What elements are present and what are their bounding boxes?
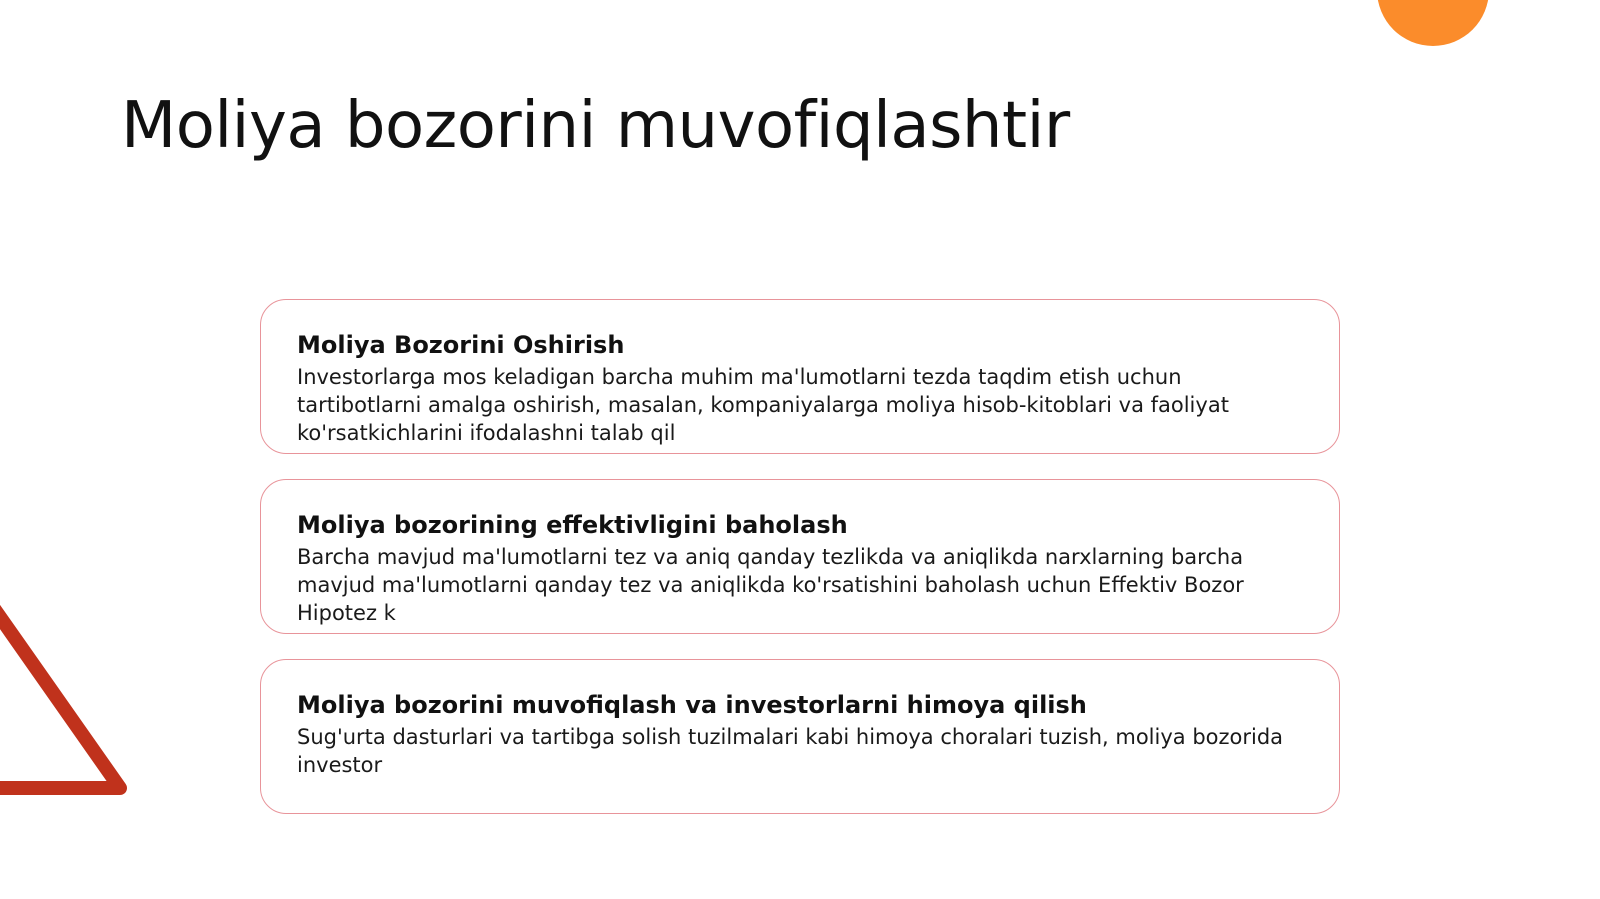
card-title: Moliya bozorini muvofiqlash va investorlarni himoya qilish (297, 691, 1087, 719)
card-investorlarni-himoya (260, 659, 1340, 814)
card-title: Moliya bozorining effektivligini baholash (297, 511, 848, 539)
decorative-triangle-outline (0, 570, 140, 820)
card-description: Barcha mavjud ma'lumotlarni tez va aniq qanday tezlikda va aniqlikda narxlarning barcha mavjud ma'lumotlarni qanday tez va aniqlikda ko'rsatishini baholash uchun Effektiv Bozor Hipotez k (297, 545, 1244, 625)
card-description: Sug'urta dasturlari va tartibga solish tuzilmalari kabi himoya choralari tuzish, moliya bozorida investor (297, 725, 1284, 777)
card-description: Investorlarga mos keladigan barcha muhim ma'lumotlarni tezda taqdim etish uchun tartibotlarni amalga oshirish, masalan, kompaniyalarga moliya hisob-kitoblari va faoliyat ko'rsatkichlarini ifodalashni talab qil (297, 365, 1229, 445)
slide-title: Moliya bozorini muvofiqlashtir (121, 89, 1070, 163)
decorative-orange-circle (1377, 0, 1489, 46)
card-moliya-bozorini-oshirish (260, 299, 1340, 454)
card-bozor-effektivligi (260, 479, 1340, 634)
card-title: Moliya Bozorini Oshirish (297, 331, 625, 359)
